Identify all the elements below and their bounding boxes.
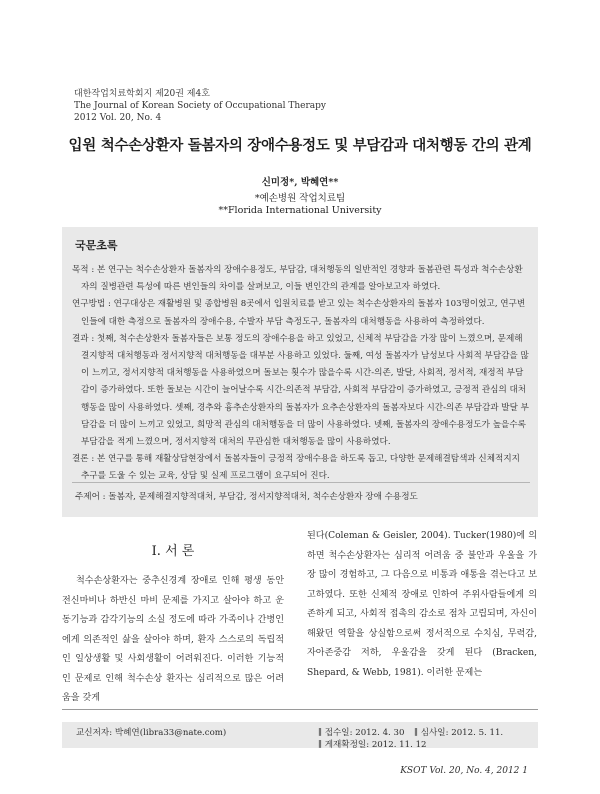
- abstract-conclusion: 결론 : 본 연구를 통해 재활상담현장에서 돌봄자들이 긍정적 장애수용을 하도록 돕고, 다양한 문제해결탐색과 신체적지지 추구를 도울 수 있는 교육, 상담 및 실제 프로그램이 요구되어 진다.: [72, 454, 520, 482]
- abstract-purpose: 목적 : 본 연구는 척수손상환자 돌봄자의 장애수용정도, 부담감, 대처행동의 일반적인 경향과 돌봄관련 특성과 척수손상환자의 질병관련 특성에 따른 변인들의 차이를 살펴보고, 이들 변인간의 관계를 알아보고자 하였다.: [72, 265, 523, 293]
- section-title: I. 서 론: [151, 544, 195, 559]
- accepted-date: ∥ 게재확정일: 2012. 11. 12: [318, 740, 427, 750]
- received-date: ∥ 접수일: 2012. 4. 30: [318, 728, 405, 738]
- body-left-column: 척수손상환자는 중추신경계 장애로 인해 평생 동안 전신마비나 하반신 마비 문제를 가지고 살아야 하고 운동기능과 감각기능의 소실 정도에 따라 가족이나 간병인에게 의존적인 삶을 살아야 하며, 환자 스스로의 독립적인 일상생활 및 사회생활이 어려워진다. 이러한 기능적인 문제로 인해 척수손상 환자는 심리적으로 많은 어려움을 갖게: [62, 576, 284, 703]
- body-right-column: 된다(Coleman & Geisler, 2004). Tucker(1980)에 의하면 척수손상환자는 심리적 어려움 중 불안과 우울을 가장 많이 경험하고, 그 다음으로 비통과 애통을 겪는다고 보고하였다. 또한 신체적 장애로 인하여 주위사람들에게 의존하게 되고, 사회적 접촉의 감소로 점차 고립되며, 자신이 해왔던 역할을 상실함으로써 정서적으로 수치심, 무력감, 자아존중감 저하, 우울감을 갖게 된다 (Bracken, Shepard, & Webb, 1981). 이러한 문제는: [307, 531, 537, 678]
- review-date: ∥ 심사일: 2012. 5. 11.: [414, 728, 504, 738]
- journal-name-english: The Journal of Korean Society of Occupational Therapy: [74, 101, 327, 111]
- author-affiliation-1: *예손병원 작업치료팀: [254, 193, 346, 204]
- abstract-results: 결과 : 첫째, 척수손상환자 돌봄자들은 보통 정도의 장애수용을 하고 있었고, 신체적 부담감을 가장 많이 느꼈으며, 문제해결지향적 대처행동과 정서지향적 대처행동을 대부분 사용하고 있었다. 둘째, 여성 돌봄자가 남성보다 사회적 부담감을 많이 느끼고, 정서지향적 대처행동을 사용하였으며 돌보는 횟수가 많을수록 시간-의존, 발달, 사회적, 정서적, 재정적 부담감이 증가하였다. 또한 돌보는 시간이 늘어날수록 시간-의존적 부담감, 사회적 부담감이 증가하였고, 긍정적 관심의 대처행동을 많이 사용하였다. 셋째, 경추와 흉추손상환자의 돌봄자가 요추손상환자의 돌봄자보다 시간-의존 부담감과 발달 부담감을 더 많이 느끼고 있었고, 희망적 관심의 대처행동을 더 많이 사용하였다. 넷째, 돌봄자의 장애수용정도가 높을수록 부담감을 적게 느꼈으며, 정서지향적 대처의 무관심한 대처행동을 많이 사용하였다.: [72, 333, 529, 448]
- keywords: 주제어 : 돌봄자, 문제해결지향적대처, 부담감, 정서지향적대처, 척수손상환자 장애 수용정도: [75, 492, 418, 502]
- journal-volume: 2012 Vol. 20, No. 4: [74, 113, 162, 123]
- abstract-methods: 연구방법 : 연구대상은 재활병원 및 종합병원 8곳에서 입원치료를 받고 있는 척수손상환자의 돌봄자 103명이었고, 연구변인들에 대한 측정으로 돌봄자의 장애수용, 수발자 부담 측정도구, 돌봄자의 대처행동을 사용하여 측정하였다.: [72, 299, 526, 327]
- abstract-divider: [72, 482, 530, 483]
- page-footer: KSOT Vol. 20, No. 4, 2012 1: [400, 766, 528, 776]
- footnote-divider: [62, 709, 538, 710]
- paper-title: 입원 척수손상환자 돌봄자의 장애수용정도 및 부담감과 대처행동 간의 관계: [68, 137, 532, 154]
- corresponding-author: 교신저자: 박혜연(libra33@nate.com): [76, 728, 227, 738]
- abstract-body: [72, 262, 530, 486]
- author-affiliation-2: **Florida International University: [218, 205, 382, 216]
- author-names: 신미정*, 박혜연**: [261, 177, 339, 188]
- journal-name-korean: 대한작업치료학회지 제20권 제4호: [74, 89, 210, 99]
- abstract-heading: 국문초록: [75, 239, 118, 252]
